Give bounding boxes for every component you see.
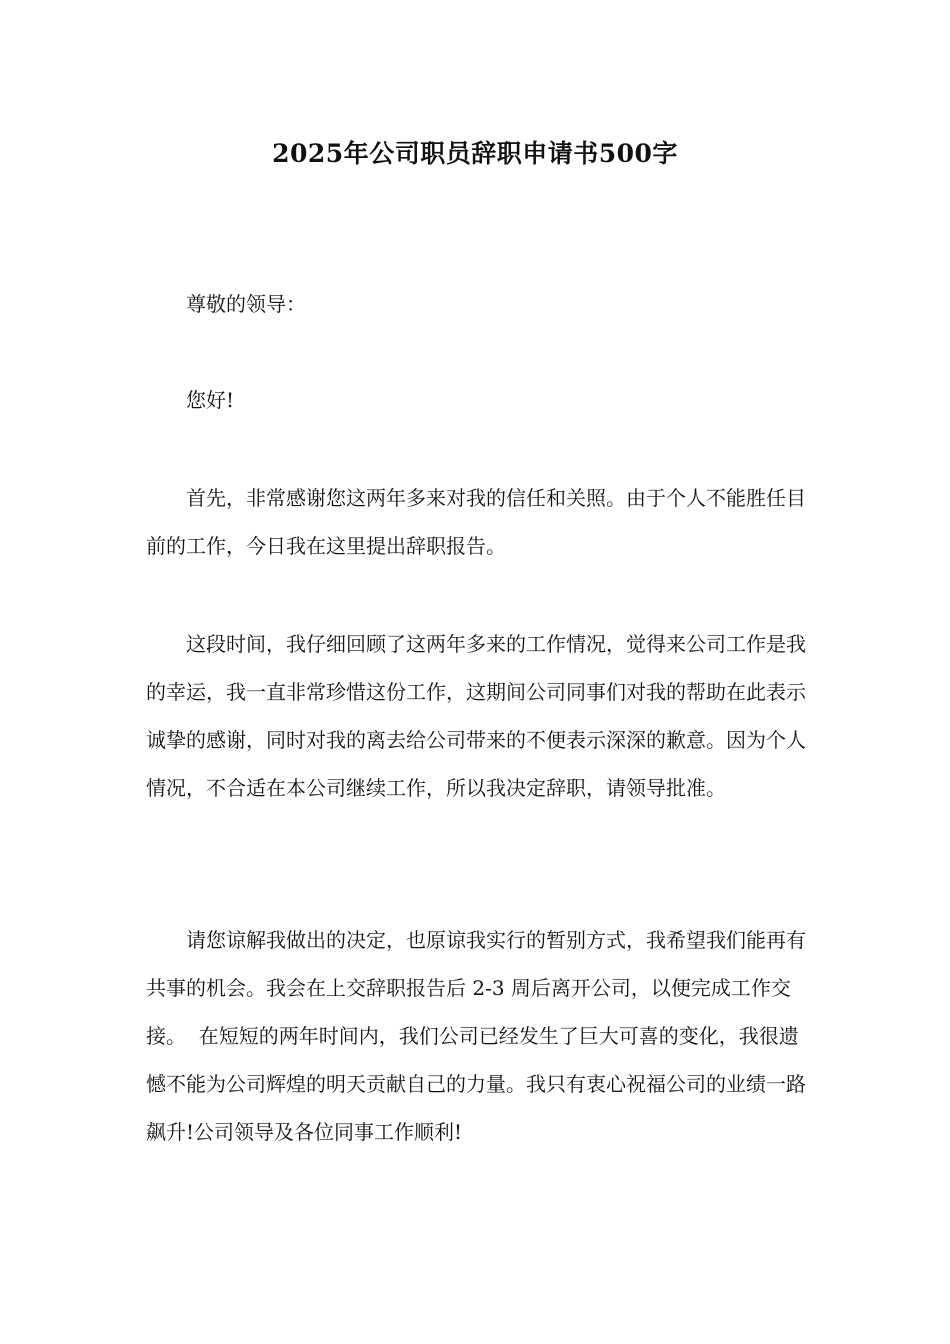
salutation <box>146 280 816 328</box>
paragraph-1 <box>146 474 816 570</box>
paragraph-text: 这段时间，我仔细回顾了这两年多来的工作情况，觉得来公司工作是我的幸运，我一直非常珍惜这份工作，这期间公司同事们对我的帮助在此表示诚挚的感谢，同时对我的离去给公司带来的不便表示深深的歉意。因为个人情况，不合适在本公司继续工作，所以我决定辞职，请领导批准。 <box>146 632 806 800</box>
paragraph-text: 首先，非常感谢您这两年多来对我的信任和关照。由于个人不能胜任目前的工作，今日我在这里提出辞职报告。 <box>146 486 806 558</box>
paragraph-3 <box>146 916 816 1156</box>
paragraph-2 <box>146 620 816 812</box>
salutation-text: 尊敬的领导： <box>186 292 306 316</box>
greeting-text: 您好! <box>186 388 235 412</box>
paragraph-text: 请您谅解我做出的决定，也原谅我实行的暂别方式，我希望我们能再有共事的机会。我会在上交辞职报告后 2-3 周后离开公司，以便完成工作交接。 在短短的两年时间内，我们公司已经发生了巨大可喜的变化，我很遗憾不能为公司辉煌的明天贡献自己的力量。我只有衷心祝福公司的业绩一路飙升!公司领导及各位同事工作顺利! <box>146 928 806 1144</box>
document-title: 2025年公司职员辞职申请书500字 <box>272 139 678 168</box>
greeting <box>146 376 816 424</box>
